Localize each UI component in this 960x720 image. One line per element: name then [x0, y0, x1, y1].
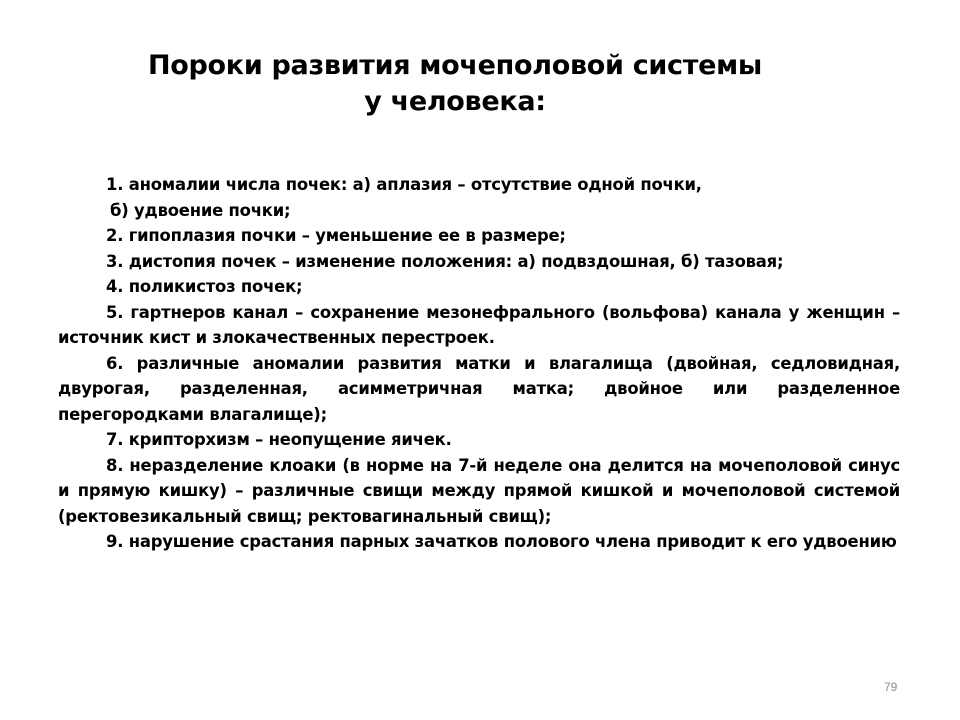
- list-item-2: 2. гипоплазия почки – уменьшение ее в размере;: [106, 226, 566, 245]
- list-item-4: 4. поликистоз почек;: [106, 277, 303, 296]
- slide-title-line-2: у человека:: [364, 86, 546, 117]
- slide-title: [0, 48, 910, 120]
- list-item-1-continuation: б) удвоение почки;: [110, 200, 291, 220]
- list-item-6: 6. различные аномалии развития матки и влагалища (двойная, седловидная, двурогая, разделенная, асимметричная матка; двойное или разделенное перегородками влагалище);: [58, 353, 900, 424]
- list-item-1: 1. аномалии числа почек: а) аплазия – отсутствие одной почки,: [106, 175, 702, 194]
- list-item-5: 5. гартнеров канал – сохранение мезонефрального (вольфова) канала у женщин – источник кист и злокачественных перестроек.: [58, 302, 900, 347]
- list-item-3: 3. дистопия почек – изменение положения: а) подвздошная, б) тазовая;: [106, 251, 784, 271]
- list-item-9: 9. нарушение срастания парных зачатков полового члена приводит к его удвоению: [106, 532, 897, 551]
- page-number: 79: [884, 680, 898, 694]
- list-item-7: 7. крипторхизм – неопущение яичек.: [106, 430, 452, 449]
- anomaly-list: [58, 172, 900, 555]
- slide-title-line-1: Пороки развития мочеполовой системы: [147, 50, 763, 81]
- list-item-8: 8. неразделение клоаки (в норме на 7-й неделе она делится на мочеполовой синус и прямую кишку) – различные свищи между прямой кишкой и мочеполовой системой (ректовезикальный свищ; ректовагинальный свищ);: [58, 455, 900, 526]
